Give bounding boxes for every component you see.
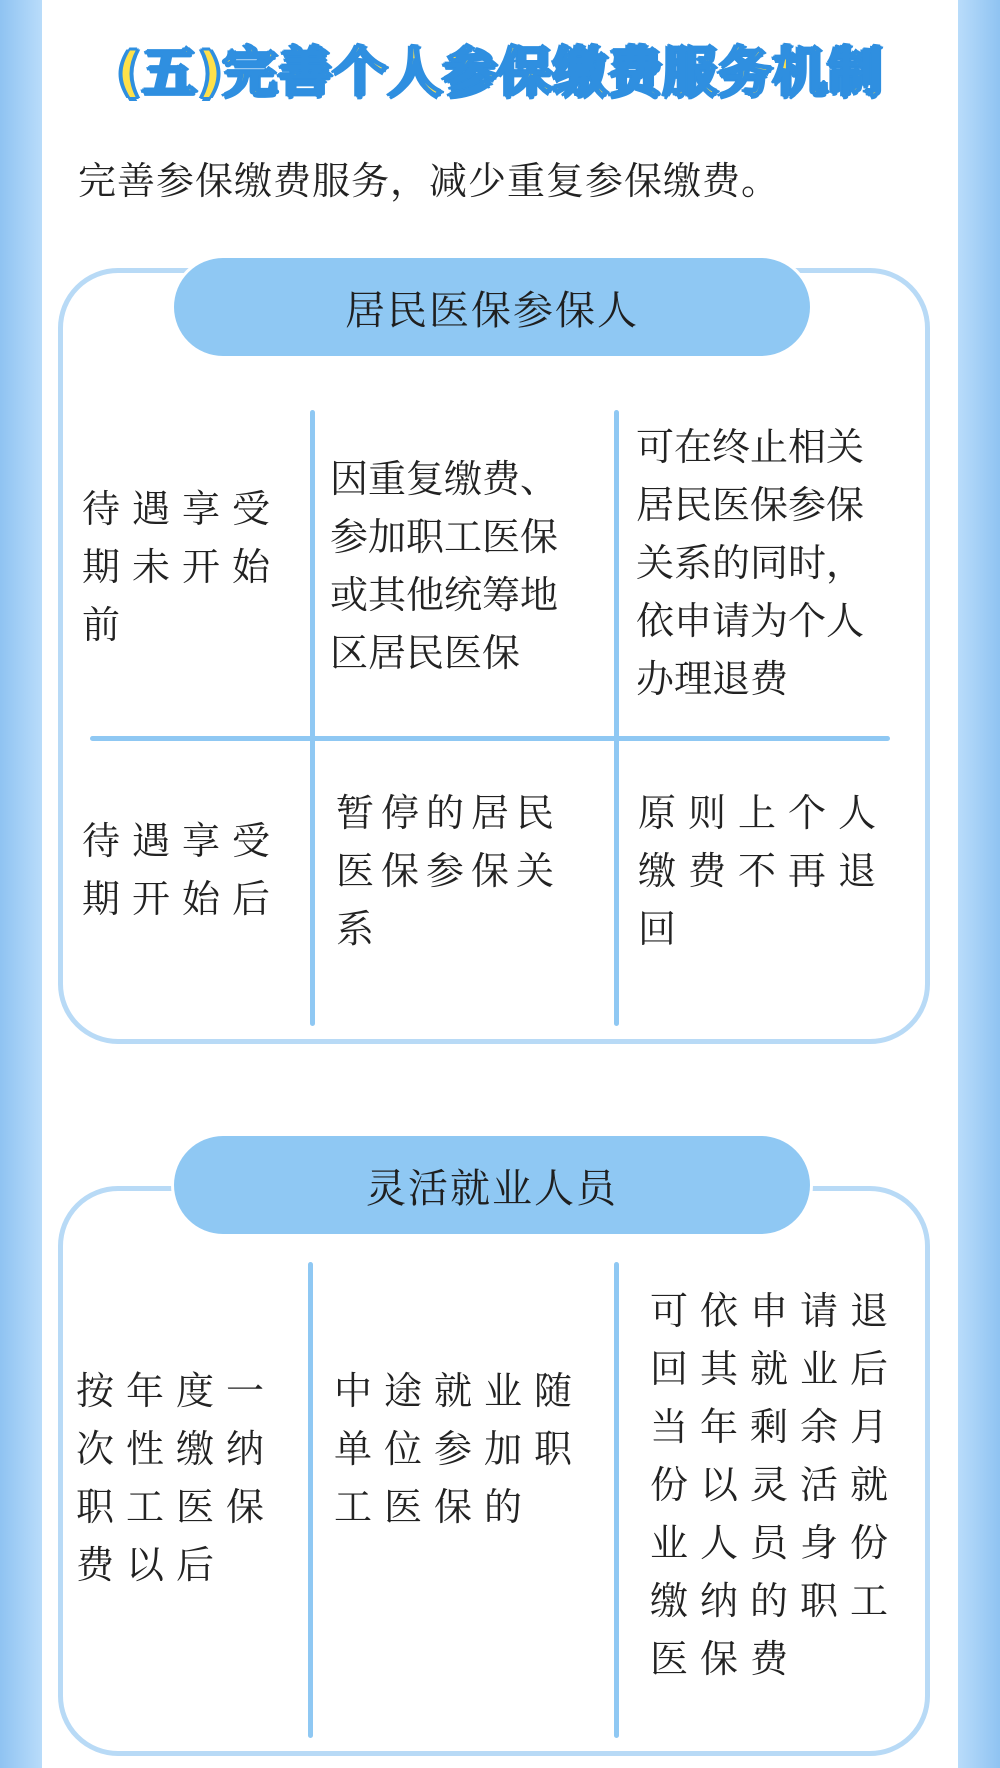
column-divider: [308, 1262, 313, 1738]
handling-cell: 可在终止相关 居民医保参保 关系的同时， 依申请为个人 办理退费: [636, 425, 865, 701]
column-divider: [614, 1262, 619, 1738]
page-title: (五)完善个人参保缴费服务机制: [116, 41, 884, 104]
situation-cell: 暂停的居民 医保参保关 系: [336, 791, 562, 951]
section-heading-flexible-employment: 灵活就业人员: [174, 1136, 810, 1234]
condition-cell: 待遇享受 期未开始 前: [82, 487, 283, 647]
left-decor-band: [0, 0, 42, 1768]
row-divider: [90, 736, 890, 741]
handling-cell: 原则上个人 缴费不再退 回: [638, 791, 889, 951]
handling-cell: 可依申请退 回其就业后 当年剩余月 份以灵活就 业人员身份 缴纳的职工 医保费: [650, 1289, 901, 1681]
column-divider: [310, 410, 315, 1026]
section-heading-resident-insured: 居民医保参保人: [174, 258, 810, 356]
condition-cell: 按年度一 次性缴纳 职工医保 费以后: [76, 1369, 277, 1587]
situation-cell: 中途就业随 单位参加职 工医保的: [334, 1369, 585, 1529]
right-decor-band: [958, 0, 1000, 1768]
condition-cell: 待遇享受 期开始后: [82, 819, 283, 921]
column-divider: [614, 410, 619, 1026]
situation-cell: 因重复缴费、 参加职工医保 或其他统筹地 区居民医保: [330, 457, 559, 675]
intro-text: 完善参保缴费服务，减少重复参保缴费。: [78, 159, 781, 203]
